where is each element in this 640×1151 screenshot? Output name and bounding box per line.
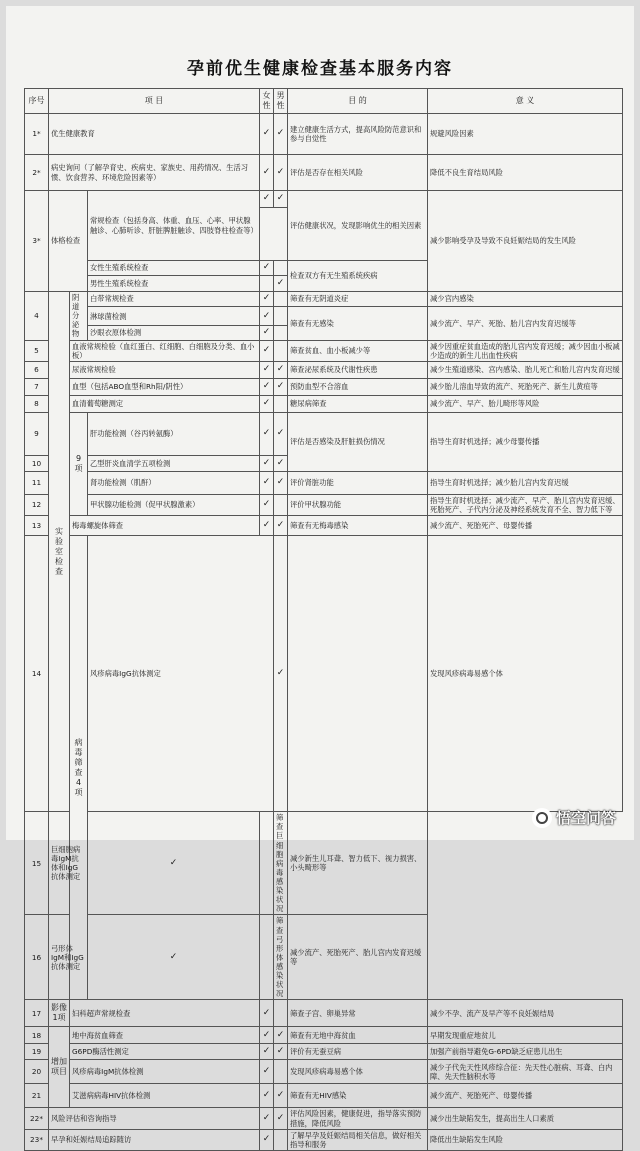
female-check: ✓	[260, 1129, 274, 1150]
male-check	[274, 395, 288, 412]
male-check	[260, 812, 274, 915]
purpose-cell: 糖尿病筛查	[288, 395, 428, 412]
female-check: ✓	[260, 261, 274, 276]
purpose-cell: 评估是否感染及肝脏损伤情况	[288, 412, 428, 471]
table-row	[25, 1108, 623, 1129]
meaning-cell: 减少新生儿耳聋、智力低下、视力损害、小头畸形等	[288, 812, 428, 915]
female-check: ✓	[260, 326, 274, 340]
table-row	[25, 1129, 623, 1150]
table-row	[25, 191, 623, 208]
group-label-virus: 病毒筛查4项	[70, 535, 88, 999]
female-check: ✓	[260, 455, 274, 471]
item-cell: 乙型肝炎血清学五项检测	[88, 455, 260, 471]
table-row	[25, 515, 623, 535]
group-label-lab: 实 验 室 检 查	[49, 292, 70, 812]
meaning-cell: 减少流产、早产、胎儿畸形等风险	[428, 395, 623, 412]
meaning-cell: 规避风险因素	[428, 114, 623, 155]
purpose-cell: 预防血型不合溶血	[288, 378, 428, 395]
table-row	[25, 412, 623, 455]
purpose-cell: 评价甲状腺功能	[288, 494, 428, 515]
purpose-cell: 评估健康状况，发现影响优生的相关因素	[288, 191, 428, 261]
male-check: ✓	[274, 471, 288, 494]
table-row	[25, 915, 623, 1000]
item-cell: 优生健康教育	[49, 114, 260, 155]
table-row	[25, 494, 623, 515]
table-row	[25, 1027, 623, 1044]
purpose-cell: 筛查巨细胞病毒感染状况	[274, 812, 288, 915]
meaning-cell: 减少流产、早产、死胎、胎儿宫内发育迟缓等	[428, 307, 623, 341]
item-cell: 肝功能检测（谷丙转氨酶）	[88, 412, 260, 455]
item-cell: 风疹病毒IgG抗体测定	[88, 535, 274, 811]
item-group-cell: 体格检查	[49, 191, 88, 292]
female-check: ✓	[260, 1060, 274, 1084]
header-meaning: 意 义	[428, 89, 623, 114]
purpose-cell: 评估是否存在相关风险	[288, 155, 428, 191]
sub-item-cell: 常规检查（包括身高、体重、血压、心率、甲状腺触诊、心肺听诊、肝脏脾脏触诊、四肢脊柱检查等）	[88, 191, 260, 261]
female-check: ✓	[260, 471, 274, 494]
male-check	[274, 307, 288, 326]
seq-cell: 19	[25, 1044, 49, 1060]
female-check: ✓	[260, 292, 274, 307]
purpose-cell: 筛查泌尿系统及代谢性疾患	[288, 361, 428, 378]
purpose-cell: 筛查子宫、卵巢异常	[288, 1000, 428, 1027]
male-check	[274, 326, 288, 340]
table-row	[25, 292, 623, 307]
seq-cell: 15	[25, 812, 49, 915]
meaning-cell: 减少出生缺陷发生，提高出生人口素质	[428, 1108, 623, 1129]
seq-cell: 8	[25, 395, 49, 412]
purpose-cell: 检查双方有无生殖系统疾病	[288, 261, 428, 292]
group-label-imaging: 影像1项	[49, 1000, 70, 1027]
purpose-cell: 发现风疹病毒易感个体	[428, 535, 623, 811]
female-check: ✓	[260, 191, 274, 208]
male-check: ✓	[274, 1044, 288, 1060]
male-check	[274, 1000, 288, 1027]
watermark	[532, 807, 616, 828]
table-row	[25, 307, 623, 326]
meaning-cell: 减少因重症贫血造成的胎儿宫内发育迟缓；减少因血小板减少造成的新生儿出血性疾病	[428, 340, 623, 361]
meaning-cell: 加强产前指导避免G-6PD缺乏症患儿出生	[428, 1044, 623, 1060]
header-seq: 序号	[25, 89, 49, 114]
female-check: ✓	[260, 114, 274, 155]
male-check	[274, 1129, 288, 1150]
item-cell: 弓形体IgM和IgG抗体测定	[49, 915, 88, 1000]
male-check	[274, 292, 288, 307]
male-check: ✓	[274, 378, 288, 395]
header-female: 女性	[260, 89, 274, 114]
sub-group-cell: 阴道分泌物	[70, 292, 88, 341]
item-cell: 血型（包括ABO血型和Rh阳/阴性）	[70, 378, 260, 395]
female-check: ✓	[260, 395, 274, 412]
seq-cell: 7	[25, 378, 49, 395]
male-check	[274, 1060, 288, 1084]
meaning-cell: 降低出生缺陷发生风险	[428, 1129, 623, 1150]
table-row	[25, 361, 623, 378]
meaning-cell: 减少不孕、流产及早产等不良妊娠结局	[428, 1000, 623, 1027]
watermark-text: 悟空问答	[555, 809, 616, 827]
male-check	[260, 915, 274, 1000]
purpose-cell: 发现风疹病毒易感个体	[288, 1060, 428, 1084]
male-check: ✓	[274, 114, 288, 155]
seq-cell: 13	[25, 515, 49, 535]
seq-cell: 20	[25, 1060, 49, 1084]
sub-item-cell: 沙眼衣原体检测	[88, 326, 260, 340]
female-check: ✓	[260, 1027, 274, 1044]
seq-cell: 10	[25, 455, 49, 471]
meaning-cell: 减少胎儿溶血导致的流产、死胎死产、新生儿黄疸等	[428, 378, 623, 395]
group-label-extra: 增加项目	[49, 1027, 70, 1108]
item-cell: 血清葡萄糖测定	[70, 395, 260, 412]
meaning-cell: 减少流产、死胎死产、胎儿宫内发育迟缓等	[288, 915, 428, 1000]
meaning-cell: 减少宫内感染	[428, 292, 623, 307]
meaning-cell: 减少流产、死胎死产、母婴传播	[428, 1084, 623, 1108]
meaning-cell: 降低不良生育结局风险	[428, 155, 623, 191]
female-check: ✓	[260, 340, 274, 361]
female-check: ✓	[260, 1108, 274, 1129]
header-purpose: 目 的	[288, 89, 428, 114]
header-male: 男性	[274, 89, 288, 114]
item-cell: 风险评估和咨询指导	[49, 1108, 260, 1129]
meaning-cell: 指导生育时机选择；减少胎儿宫内发育迟缓	[428, 471, 623, 494]
seq-cell: 4	[25, 292, 49, 341]
header-item: 项 目	[49, 89, 260, 114]
document-page	[6, 6, 634, 1149]
service-table	[24, 88, 623, 1151]
seq-cell: 5	[25, 340, 49, 361]
table-header	[25, 89, 623, 114]
male-check: ✓	[274, 1108, 288, 1129]
item-cell: 梅毒螺旋体筛查	[70, 515, 260, 535]
female-check: ✓	[260, 1084, 274, 1108]
male-check	[274, 340, 288, 361]
sub-item-cell: 男性生殖系统检查	[88, 276, 260, 292]
table-row	[25, 340, 623, 361]
seq-cell: 14	[25, 535, 49, 811]
male-check: ✓	[274, 191, 288, 208]
meaning-cell: 减少影响受孕及导致不良妊娠结局的发生风险	[428, 191, 623, 292]
table-row	[25, 1084, 623, 1108]
sub-item-cell: 女性生殖系统检查	[88, 261, 260, 276]
seq-cell: 18	[25, 1027, 49, 1044]
female-check: ✓	[274, 535, 288, 811]
female-check: ✓	[260, 515, 274, 535]
table-row	[25, 114, 623, 155]
purpose-cell: 了解早孕及妊娠结局相关信息，做好相关指导和服务	[288, 1129, 428, 1150]
male-check: ✓	[274, 515, 288, 535]
purpose-cell: 筛查有无阴道炎症	[288, 292, 428, 307]
seq-cell: 6	[25, 361, 49, 378]
male-check: ✓	[274, 276, 288, 292]
wukong-logo-icon	[532, 808, 552, 828]
purpose-cell: 筛查贫血、血小板减少等	[288, 340, 428, 361]
item-cell: G6PD酶活性测定	[70, 1044, 260, 1060]
table-row	[25, 395, 623, 412]
meaning-cell: 早期发现重症地贫儿	[428, 1027, 623, 1044]
item-cell: 风疹病毒IgM抗体检测	[70, 1060, 260, 1084]
purpose-cell: 评价有无蚕豆病	[288, 1044, 428, 1060]
item-cell: 艾滋病病毒HIV抗体检测	[70, 1084, 260, 1108]
female-check: ✓	[260, 1000, 274, 1027]
seq-cell: 12	[25, 494, 49, 515]
seq-cell: 11	[25, 471, 49, 494]
male-check: ✓	[274, 1027, 288, 1044]
purpose-cell: 建立健康生活方式，提高风险防范意识和参与自觉性	[288, 114, 428, 155]
item-cell: 巨细胞病毒IgM抗体和IgG抗体测定	[49, 812, 88, 915]
purpose-cell: 评估风险因素，健康促进，指导落实预防措施，降低风险	[288, 1108, 428, 1129]
purpose-cell: 筛查有无梅毒感染	[288, 515, 428, 535]
female-check: ✓	[260, 307, 274, 326]
female-check: ✓	[260, 412, 274, 455]
male-check: ✓	[274, 361, 288, 378]
meaning-cell: 减少生殖道感染、宫内感染、胎儿死亡和胎儿宫内发育迟缓	[428, 361, 623, 378]
seq-cell: 1*	[25, 114, 49, 155]
group-label-lab-count: 9 项	[70, 412, 88, 515]
female-check: ✓	[260, 155, 274, 191]
seq-cell: 17	[25, 1000, 49, 1027]
female-check	[260, 276, 274, 292]
table-row	[25, 1000, 623, 1027]
item-cell: 甲状腺功能检测（促甲状腺激素）	[88, 494, 260, 515]
male-check: ✓	[274, 1084, 288, 1108]
female-check: ✓	[88, 812, 260, 915]
table-row	[25, 535, 623, 811]
table-row	[25, 155, 623, 191]
female-check: ✓	[260, 378, 274, 395]
item-cell: 地中海贫血筛查	[70, 1027, 260, 1044]
item-cell: 早孕和妊娠结局追踪随访	[49, 1129, 260, 1150]
purpose-cell: 筛查有无地中海贫血	[288, 1027, 428, 1044]
item-cell: 尿液常规检验	[70, 361, 260, 378]
male-check	[274, 494, 288, 515]
item-cell: 妇科超声常规检查	[70, 1000, 260, 1027]
seq-cell: 2*	[25, 155, 49, 191]
seq-cell: 9	[25, 412, 49, 455]
male-check: ✓	[274, 455, 288, 471]
item-cell: 病史询问（了解孕育史、疾病史、家族史、用药情况、生活习惯、饮食营养、环境危险因素等）	[49, 155, 260, 191]
female-check: ✓	[88, 915, 260, 1000]
table-row	[25, 471, 623, 494]
seq-cell: 3*	[25, 191, 49, 292]
female-check: ✓	[260, 494, 274, 515]
seq-cell: 22*	[25, 1108, 49, 1129]
table-row	[25, 1044, 623, 1060]
purpose-cell: 筛查有无感染	[288, 307, 428, 341]
sub-item-cell: 淋球菌检测	[88, 307, 260, 326]
male-check	[274, 261, 288, 276]
meaning-cell: 指导生育时机选择；减少母婴传播	[428, 412, 623, 471]
page-title: 孕前优生健康检查基本服务内容	[187, 59, 453, 79]
purpose-cell: 筛查有无HIV感染	[288, 1084, 428, 1108]
item-cell: 肾功能检测（肌酐）	[88, 471, 260, 494]
table-row	[25, 378, 623, 395]
sub-item-cell: 白带常规检查	[88, 292, 260, 307]
meaning-cell: 减少子代先天性风疹综合征：先天性心脏病、耳聋、白内障、先天性脑积水等	[428, 1060, 623, 1084]
female-check: ✓	[260, 361, 274, 378]
meaning-cell: 指导生育时机选择；减少流产、早产、胎儿宫内发育迟缓、死胎死产、子代内分泌及神经系统发育不全、智力低下等	[428, 494, 623, 515]
seq-cell: 23*	[25, 1129, 49, 1150]
seq-cell: 21	[25, 1084, 49, 1108]
seq-cell: 16	[25, 915, 49, 1000]
male-check	[288, 535, 428, 811]
purpose-cell: 评价肾脏功能	[288, 471, 428, 494]
male-check: ✓	[274, 412, 288, 455]
table-row	[25, 1060, 623, 1084]
item-cell: 血液常规检验（血红蛋白、红细胞、白细胞及分类、血小板）	[70, 340, 260, 361]
meaning-cell: 减少流产、死胎死产、母婴传播	[428, 515, 623, 535]
purpose-cell: 筛查弓形体感染状况	[274, 915, 288, 1000]
female-check: ✓	[260, 1044, 274, 1060]
male-check: ✓	[274, 155, 288, 191]
